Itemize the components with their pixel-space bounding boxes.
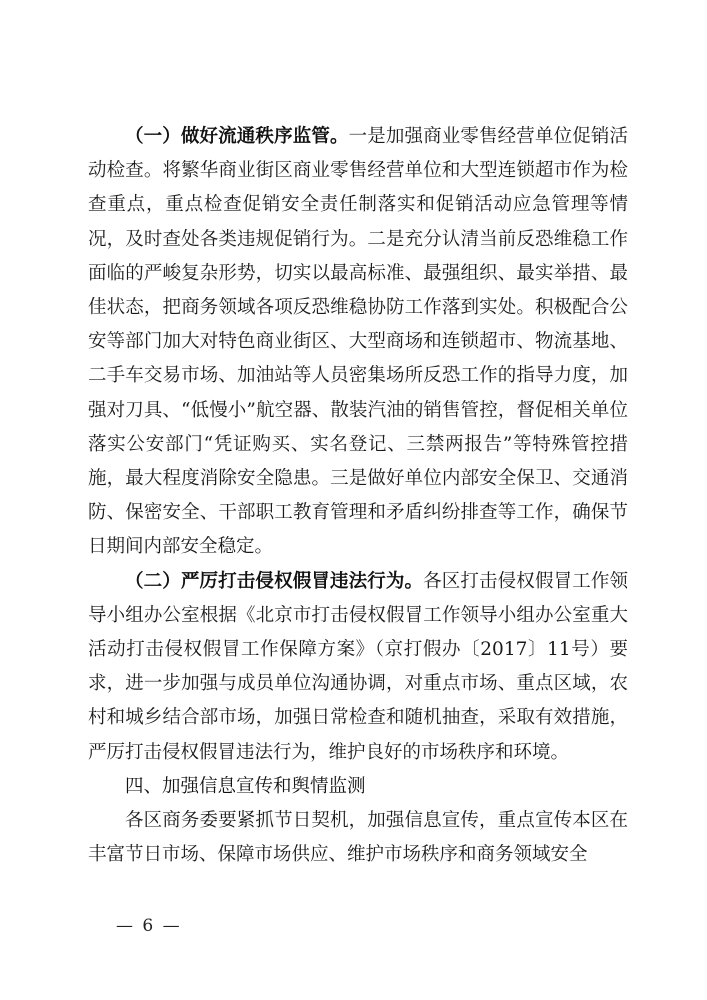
paragraph-text: 各区打击侵权假冒工作领导小组办公室根据《北京市打击侵权假冒工作领导小组办公室重大活动打击侵权假冒工作保障方案》（京打假办〔2017〕11号）要求，进一步加强与成员单位沟通协调，对重点市场、重点区域，农村和城乡结合部市场，加强日常检查和随机抽查，采取有效措施，严厉打击侵权假冒违法行为，维护良好的市场秩序和环境。 xyxy=(88,570,628,763)
paragraph-anti-counterfeit xyxy=(88,565,628,770)
paragraph-text: 各区商务委要紧抓节日契机，加强信息宣传，重点宣传本区在丰富节日市场、保障市场供应、维护市场秩序和商务领域安全 xyxy=(88,810,628,866)
page-number: — 6 — xyxy=(116,916,182,936)
document-body xyxy=(88,120,628,872)
paragraph-lead-heading: （二）严厉打击侵权假冒违法行为。 xyxy=(125,570,424,592)
paragraph-lead-heading: （一）做好流通秩序监管。 xyxy=(125,126,349,147)
paragraph-text: 一是加强商业零售经营单位促销活动检查。将繁华商业街区商业零售经营单位和大型连锁超市作为检查重点，重点检查促销安全责任制落实和促销活动应急管理等情况，及时查处各类违规促销行为。二是充分认清当前反恐维稳工作面临的严峻复杂形势，切实以最高标准、最强组织、最实举措、最佳状态，把商务领域各项反恐维稳协防工作落到实处。积极配合公安等部门加大对特色商业街区、大型商场和连锁超市、物流基地、二手车交易市场、加油站等人员密集场所反恐工作的指导力度，加强对刀具、“低慢小”航空器、散装汽油的销售管控，督促相关单位落实公安部门“凭证购买、实名登记、三禁两报告”等特殊管控措施，最大程度消除安全隐患。三是做好单位内部安全保卫、交通消防、保密安全、干部职工教育管理和矛盾纠纷排查等工作，确保节日期间内部安全稳定。 xyxy=(88,126,628,558)
section-heading: 四、加强信息宣传和舆情监测 xyxy=(125,775,366,797)
paragraph-circulation-order xyxy=(88,120,628,565)
paragraph-publicity xyxy=(88,804,628,872)
